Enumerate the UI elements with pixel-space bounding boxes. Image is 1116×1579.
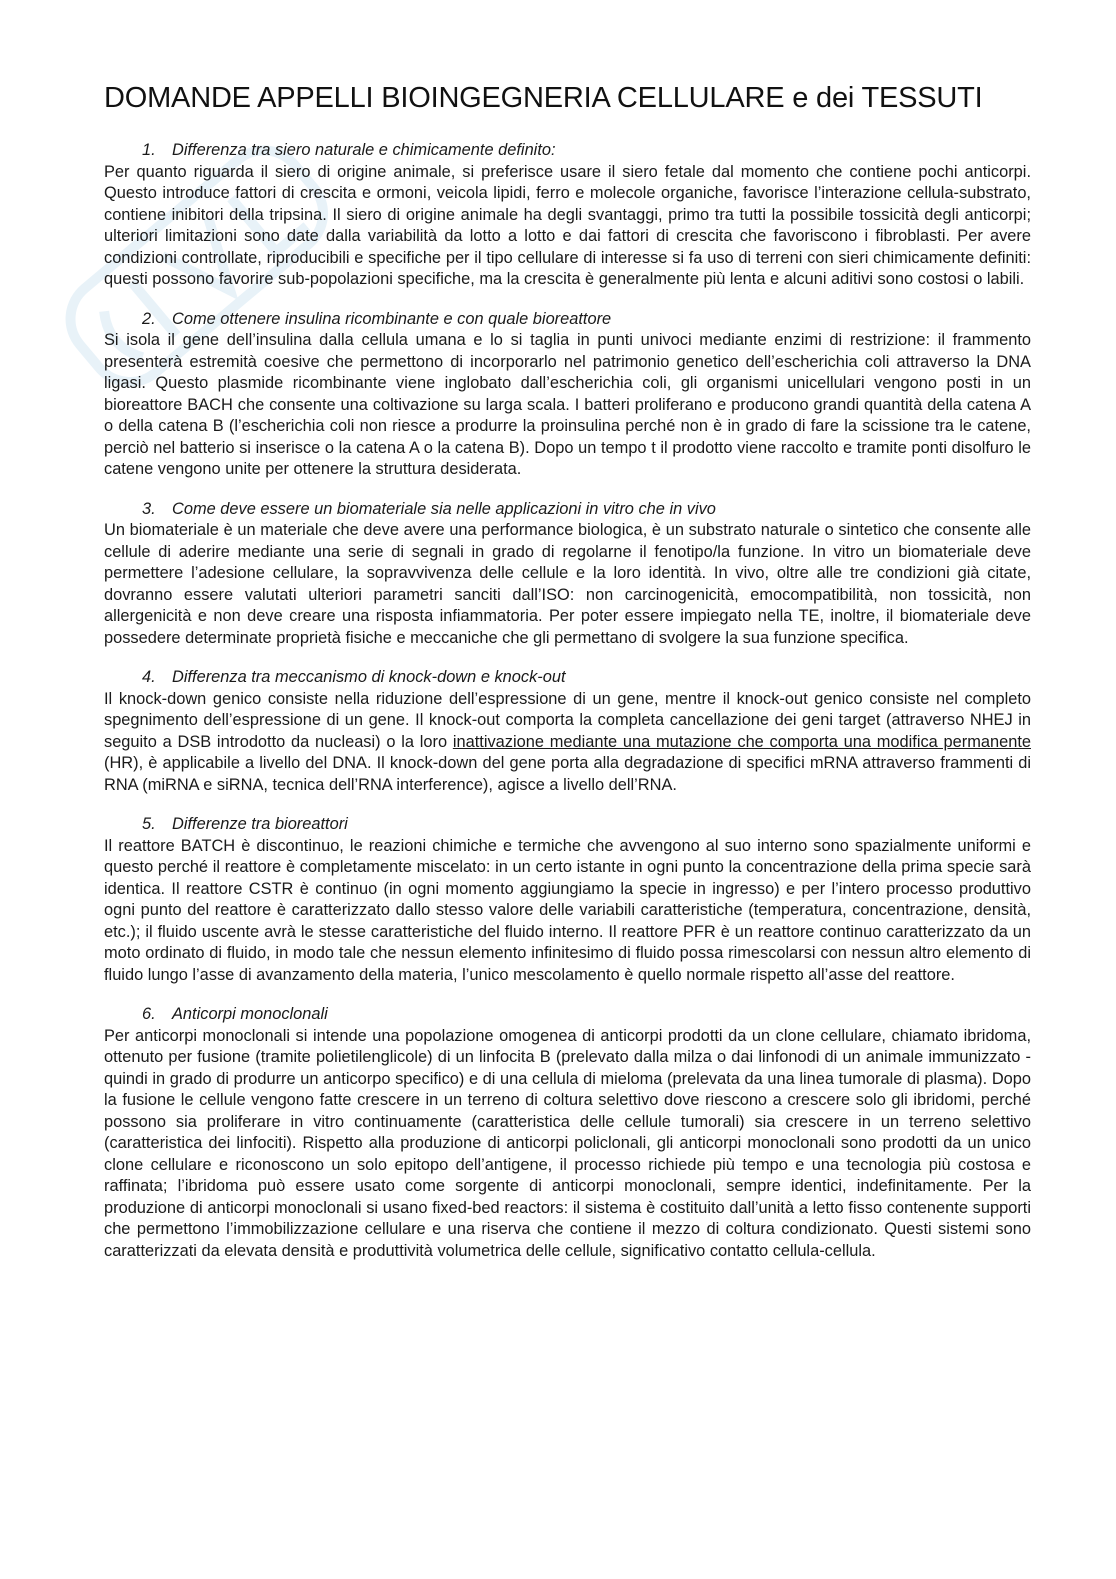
question-2	[104, 309, 1031, 481]
question-title: Anticorpi monoclonali	[172, 1005, 328, 1023]
question-number: 1.	[142, 141, 156, 159]
question-title: Come deve essere un biomateriale sia nelle applicazioni in vitro che in vivo	[172, 499, 716, 518]
question-heading	[104, 499, 1031, 521]
answer-text: Si isola il gene dell’insulina dalla cellula umana e lo si taglia in punti univoci mediante enzimi di restrizione: il frammento presenterà estremità coesive che permettono di incorporarlo nel patrimonio genetico dell’escherichia coli attraverso la DNA ligasi. Questo plasmide ricombinante viene inglobato dall’escherichia coli, gli organismi unicellulari vengono posti in un bioreattore BACH che consente una coltivazione su larga scala. I batteri proliferano e producono grandi quantità della catena A o della catena B (l’escherichia coli non riesce a produrre la proinsulina perché non è in grado di fare la scissione tra le catene, perciò nel batterio si inserisce o la catena A o la catena B). Dopo un tempo t il prodotto viene raccolto e tramite ponti disolfuro le catene vengono unite per ottenere la struttura desiderata.	[104, 331, 1031, 478]
underlined-text: inattivazione mediante una mutazione che comporta una modifica permanente	[452, 732, 1031, 751]
answer-text: Il reattore BATCH è discontinuo, le reazioni chimiche e termiche che avvengono al suo interno sono spazialmente uniformi e questo perché il reattore è completamente miscelato: in un certo istante in ogni punto la concentrazione della prima specie sarà identica. Il reattore CSTR è continuo (in ogni momento aggiungiamo la specie in ingresso) e per l’intero processo produttivo ogni punto del reattore è caratterizzato dallo stesso valore delle variabili caratteristiche (temperatura, concentrazione, densità, etc.); il fluido uscente avrà le stesse caratteristiche del fluido interno. Il reattore PFR è un reattore continuo caratterizzato da un moto ordinato di fluido, in modo tale che nessun elemento infinitesimo di fluido possa rimescolarsi con nessun altro elemento di fluido lungo l’asse di avanzamento della materia, l’unico mescolamento è quello normale rispetto all’asse del reattore.	[104, 836, 1031, 984]
answer-text: Per quanto riguarda il siero di origine animale, si preferisce usare il siero fetale dal momento che contiene pochi anticorpi. Questo introduce fattori di crescita e ormoni, veicola lipidi, ferro e molecole organiche, favorisce l’interazione cellula-substrato, contiene inibitori della tripsina. Il siero di origine animale ha degli svantaggi, primo tra tutti la possibile tossicità degli anticorpi; ulteriori limitazioni sono date dalla variabilità da lotto a lotto e dai fattori di crescita che favoriscono i fibroblasti. Per avere condizioni controllate, riproducibili e specifiche per il tipo cellulare di interesse si fa uso di terreni con sieri chimicamente definiti: questi possono favorire sub-popolazioni specifiche, ma la crescita è generalmente più lenta e alcuni aditivi sono costosi o labili.	[104, 162, 1031, 288]
answer-text: Per anticorpi monoclonali si intende una popolazione omogenea di anticorpi prodotti da un clone cellulare, chiamato ibridoma, ottenuto per fusione (tramite polietilenglicole) di un linfocita B (prelevato dalla milza o dai linfonodi di un animale immunizzato - quindi in grado di produrre un anticorpo specifico) e di una cellula di mieloma (prelevata da una linea tumorale di plasma). Dopo la fusione le cellule vengono fatte crescere in un terreno di coltura selettivo dove riescono a crescere solo gli ibridomi, perché possono sia proliferare in vitro continuamente (caratteristica delle cellule tumorali) sia crescere in un terreno selettivo (caratteristica dei linfociti). Rispetto alla produzione di anticorpi policlonali, gli anticorpi monoclonali sono prodotti da un unico clone cellulare e riconoscono un solo epitopo dell’antigene, il processo richiede più tempo e una tecnologia più costosa e raffinata; l’ibridoma può essere usato come sorgente di anticorpi monoclonali, sempre identici, indefinitamente. Per la produzione di anticorpi monoclonali si usano fixed-bed reactors: il sistema è costituito dall’unità a letto fisso contenente supporti che permettono l’immobilizzazione cellulare e una riserva che contiene il mezzo di coltura condizionato. Questi sistemi sono caratterizzati da elevata densità e produttività volumetrica delle cellule, significativo contatto cellula-cellula.	[104, 1026, 1031, 1260]
answer-text-part: Il knock-down genico consiste nella riduzione dell’espressione di un gene, mentre il knock-out genico consiste nel completo spegnimento dell’espressione di un gene. Il knock-out comporta la completa cancellazione dei geni target (attraverso NHEJ in seguito a DSB introdotto da nucleasi) o la loro	[104, 689, 1031, 751]
question-heading	[104, 140, 1031, 162]
question-number: 5.	[142, 815, 156, 833]
answer-text: Un biomateriale è un materiale che deve avere una performance biologica, è un substrato naturale o sintetico che consente alle cellule di aderire mediante una serie di segnali in grado di regolarne il fenotipo/la funzione. In vitro un biomateriale deve permettere l’adesione cellulare, la sopravvivenza delle cellule e la loro identità. In vivo, oltre alle tre condizioni già citate, dovranno essere valutati ulteriori parametri sanciti dall’ISO: non carcinogenicità, emocompatibilità, non tossicità, non allergenicità e non deve creare una risposta infiammatoria. Per poter essere impiegato nella TE, inoltre, il biomateriale deve possedere determinate proprietà fisiche e meccaniche che gli permettano di svolgere la sua funzione specifica.	[104, 521, 1031, 647]
question-number: 3.	[142, 499, 156, 518]
answer-text	[104, 689, 1031, 797]
question-heading	[104, 1004, 1031, 1026]
question-heading	[104, 667, 1031, 689]
question-number: 6.	[142, 1005, 156, 1023]
question-1	[104, 140, 1031, 291]
question-title: Differenza tra siero naturale e chimicamente definito:	[172, 141, 556, 159]
question-number: 4.	[142, 668, 156, 686]
question-title: Come ottenere insulina ricombinante e con quale bioreattore	[172, 309, 612, 328]
question-number: 2.	[142, 309, 156, 328]
answer-text-part: (HR), è applicabile a livello del DNA. Il knock-down del gene porta alla degradazione di specifici mRNA attraverso frammenti di RNA (miRNA e siRNA, tecnica dell’RNA interference), agisce a livello dell’RNA.	[104, 754, 1031, 794]
question-6	[104, 1004, 1031, 1262]
question-5	[104, 814, 1031, 986]
question-title: Differenza tra meccanismo di knock-down e knock-out	[172, 668, 566, 686]
question-3	[104, 499, 1031, 650]
question-heading	[104, 814, 1031, 836]
question-title: Differenze tra bioreattori	[172, 815, 348, 833]
document-content	[104, 78, 1031, 1280]
question-4	[104, 667, 1031, 796]
document-title: DOMANDE APPELLI BIOINGEGNERIA CELLULARE e dei TESSUTI	[104, 82, 983, 114]
question-heading	[104, 309, 1031, 331]
